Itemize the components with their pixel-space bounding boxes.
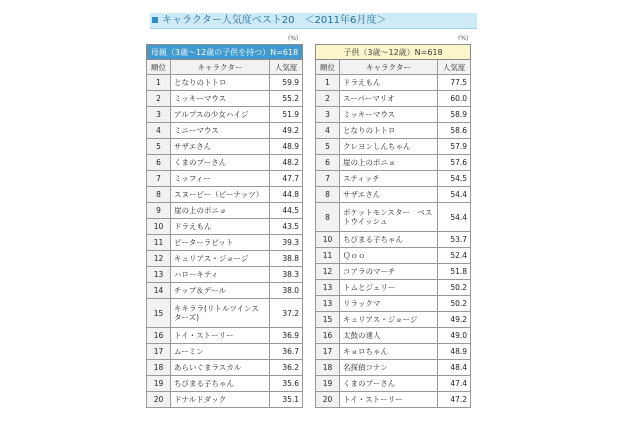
table-row (316, 376, 471, 392)
character-name-cell: くまのプーさん (171, 155, 270, 171)
rank-cell: 1 (147, 75, 171, 91)
table-row (147, 187, 303, 203)
rank-cell: 3 (316, 107, 340, 123)
popularity-value-cell: 49.2 (438, 312, 471, 328)
character-name-cell: キュリアス・ジョージ (171, 251, 270, 267)
rank-cell: 19 (147, 376, 171, 392)
popularity-value-cell: 37.2 (270, 299, 303, 328)
col-header-popularity: 人気度 (270, 60, 303, 75)
table-row (147, 107, 303, 123)
character-name-cell: あらいぐまラスカル (171, 360, 270, 376)
rank-cell: 4 (316, 123, 340, 139)
character-name-cell: トムとジェリー (340, 280, 438, 296)
table-row (316, 392, 471, 408)
character-name-cell: ポケットモンスター ベストウイッシュ (340, 203, 438, 232)
rank-cell: 15 (316, 312, 340, 328)
unit-label-mother: (%) (288, 35, 299, 42)
table-row (316, 187, 471, 203)
table-row (147, 155, 303, 171)
table-row (147, 75, 303, 91)
rank-cell: 13 (316, 280, 340, 296)
rank-cell: 16 (147, 328, 171, 344)
character-name-cell: ミッキーマウス (340, 107, 438, 123)
character-name-cell: ちびまる子ちゃん (171, 376, 270, 392)
character-name-cell: 名探偵コナン (340, 360, 438, 376)
popularity-value-cell: 51.9 (270, 107, 303, 123)
character-name-cell: サザエさん (340, 187, 438, 203)
table-row (316, 203, 471, 232)
rank-cell: 17 (147, 344, 171, 360)
table-row (147, 299, 303, 328)
table-row (147, 123, 303, 139)
rank-cell: 5 (316, 139, 340, 155)
table-row (147, 219, 303, 235)
table-row (147, 171, 303, 187)
rank-cell: 4 (147, 123, 171, 139)
rank-cell: 2 (147, 91, 171, 107)
popularity-value-cell: 47.4 (438, 376, 471, 392)
popularity-value-cell: 36.2 (270, 360, 303, 376)
popularity-value-cell: 49.2 (270, 123, 303, 139)
child-ranking-table (315, 44, 471, 408)
rank-cell: 5 (147, 139, 171, 155)
popularity-value-cell: 39.3 (270, 235, 303, 251)
character-name-cell: となりのトトロ (340, 123, 438, 139)
square-bullet-icon (152, 17, 158, 23)
table-row (147, 328, 303, 344)
rank-cell: 11 (316, 248, 340, 264)
popularity-value-cell: 48.2 (270, 155, 303, 171)
popularity-value-cell: 50.2 (438, 296, 471, 312)
rank-cell: 14 (147, 283, 171, 299)
rank-cell: 18 (316, 360, 340, 376)
character-name-cell: Ｑｏｏ (340, 248, 438, 264)
rank-cell: 8 (316, 203, 340, 232)
character-name-cell: となりのトトロ (171, 75, 270, 91)
popularity-value-cell: 47.2 (438, 392, 471, 408)
table-row (316, 139, 471, 155)
rank-cell: 16 (316, 328, 340, 344)
rank-cell: 12 (147, 251, 171, 267)
table-row (147, 235, 303, 251)
character-name-cell: アルプスの少女ハイジ (171, 107, 270, 123)
character-name-cell: ミニーマウス (171, 123, 270, 139)
rank-cell: 10 (316, 232, 340, 248)
character-name-cell: キキララ(リトルツインスターズ) (171, 299, 270, 328)
popularity-value-cell: 58.6 (438, 123, 471, 139)
unit-label-child: (%) (458, 35, 469, 42)
popularity-value-cell: 44.8 (270, 187, 303, 203)
popularity-value-cell: 48.4 (438, 360, 471, 376)
character-name-cell: 崖の上のポニョ (340, 155, 438, 171)
rank-cell: 11 (147, 235, 171, 251)
mother-ranking-table (146, 44, 303, 408)
character-name-cell: スヌーピー（ピーナッツ） (171, 187, 270, 203)
table-row (147, 360, 303, 376)
table-row (147, 267, 303, 283)
character-name-cell: チップ＆デール (171, 283, 270, 299)
table-row (316, 312, 471, 328)
rank-cell: 7 (316, 171, 340, 187)
table-row (147, 139, 303, 155)
rank-cell: 8 (316, 187, 340, 203)
col-header-rank: 順位 (147, 60, 171, 75)
table-row (316, 344, 471, 360)
popularity-value-cell: 55.2 (270, 91, 303, 107)
popularity-value-cell: 57.6 (438, 155, 471, 171)
popularity-value-cell: 54.4 (438, 187, 471, 203)
popularity-value-cell: 43.5 (270, 219, 303, 235)
character-name-cell: ミッフィー (171, 171, 270, 187)
table-row (316, 155, 471, 171)
character-name-cell: スティッチ (340, 171, 438, 187)
character-name-cell: サザエさん (171, 139, 270, 155)
rank-cell: 20 (147, 392, 171, 408)
rank-cell: 13 (316, 296, 340, 312)
popularity-value-cell: 51.8 (438, 264, 471, 280)
popularity-value-cell: 48.9 (270, 139, 303, 155)
character-name-cell: 崖の上のポニョ (171, 203, 270, 219)
rank-cell: 19 (316, 376, 340, 392)
rank-cell: 7 (147, 171, 171, 187)
table-row (316, 328, 471, 344)
character-name-cell: 太鼓の達人 (340, 328, 438, 344)
popularity-value-cell: 58.9 (438, 107, 471, 123)
table-row (316, 296, 471, 312)
rank-cell: 2 (316, 91, 340, 107)
table-row (147, 251, 303, 267)
rank-cell: 6 (316, 155, 340, 171)
character-name-cell: トイ・ストーリー (340, 392, 438, 408)
popularity-value-cell: 54.5 (438, 171, 471, 187)
popularity-value-cell: 47.7 (270, 171, 303, 187)
table-row (316, 264, 471, 280)
col-header-character: キャラクター (171, 60, 270, 75)
table-row (316, 75, 471, 91)
character-name-cell: ちびまる子ちゃん (340, 232, 438, 248)
table-row (316, 280, 471, 296)
character-name-cell: キョロちゃん (340, 344, 438, 360)
popularity-value-cell: 36.9 (270, 328, 303, 344)
table-row (147, 392, 303, 408)
character-name-cell: ドラえもん (340, 75, 438, 91)
rank-cell: 12 (316, 264, 340, 280)
col-header-character: キャラクター (340, 60, 438, 75)
character-name-cell: コアラのマーチ (340, 264, 438, 280)
page-title-bar (150, 13, 477, 29)
popularity-value-cell: 77.5 (438, 75, 471, 91)
character-name-cell: くまのプーさん (340, 376, 438, 392)
popularity-value-cell: 59.9 (270, 75, 303, 91)
character-name-cell: クレヨンしんちゃん (340, 139, 438, 155)
character-name-cell: リラックマ (340, 296, 438, 312)
character-name-cell: ハローキティ (171, 267, 270, 283)
rank-cell: 1 (316, 75, 340, 91)
table-row (316, 248, 471, 264)
rank-cell: 18 (147, 360, 171, 376)
popularity-value-cell: 48.9 (438, 344, 471, 360)
popularity-value-cell: 35.1 (270, 392, 303, 408)
table-row (147, 203, 303, 219)
popularity-value-cell: 60.0 (438, 91, 471, 107)
popularity-value-cell: 35.6 (270, 376, 303, 392)
popularity-value-cell: 52.4 (438, 248, 471, 264)
rank-cell: 10 (147, 219, 171, 235)
rank-cell: 13 (147, 267, 171, 283)
popularity-value-cell: 44.5 (270, 203, 303, 219)
table-row (147, 91, 303, 107)
table-row (147, 283, 303, 299)
rank-cell: 15 (147, 299, 171, 328)
character-name-cell: ドラえもん (171, 219, 270, 235)
character-name-cell: トイ・ストーリー (171, 328, 270, 344)
child-table-caption: 子供（3歳〜12歳）N=618 (316, 45, 471, 60)
rank-cell: 20 (316, 392, 340, 408)
character-name-cell: ミッキーマウス (171, 91, 270, 107)
rank-cell: 9 (147, 203, 171, 219)
popularity-value-cell: 57.9 (438, 139, 471, 155)
col-header-rank: 順位 (316, 60, 340, 75)
table-row (316, 171, 471, 187)
rank-cell: 6 (147, 155, 171, 171)
rank-cell: 17 (316, 344, 340, 360)
table-row (316, 123, 471, 139)
rank-cell: 3 (147, 107, 171, 123)
rank-cell: 8 (147, 187, 171, 203)
popularity-value-cell: 38.0 (270, 283, 303, 299)
table-row (316, 91, 471, 107)
popularity-value-cell: 49.0 (438, 328, 471, 344)
popularity-value-cell: 36.7 (270, 344, 303, 360)
popularity-value-cell: 54.4 (438, 203, 471, 232)
page-title: キャラクター人気度ベスト20 ＜2011年6月度＞ (162, 15, 387, 26)
character-name-cell: キュリアス・ジョージ (340, 312, 438, 328)
table-row (316, 107, 471, 123)
table-row (316, 360, 471, 376)
character-name-cell: ピーターラビット (171, 235, 270, 251)
col-header-popularity: 人気度 (438, 60, 471, 75)
character-name-cell: ムーミン (171, 344, 270, 360)
popularity-value-cell: 50.2 (438, 280, 471, 296)
mother-table-caption: 母親（3歳〜12歳の子供を持つ）N=618 (147, 45, 303, 60)
character-name-cell: ドナルドダック (171, 392, 270, 408)
character-name-cell: スーパーマリオ (340, 91, 438, 107)
table-row (316, 232, 471, 248)
popularity-value-cell: 38.3 (270, 267, 303, 283)
table-row (147, 344, 303, 360)
popularity-value-cell: 53.7 (438, 232, 471, 248)
popularity-value-cell: 38.8 (270, 251, 303, 267)
table-row (147, 376, 303, 392)
